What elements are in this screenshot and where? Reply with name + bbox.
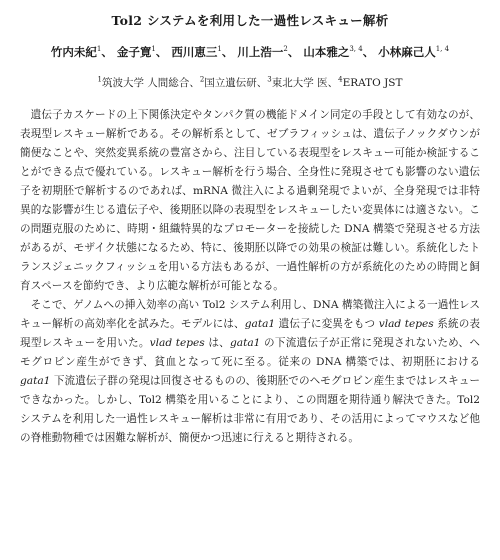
text-run: の下流遺伝子が正常に発現されないため、ヘモグロビン産生ができず、貧血となって死に至る。従来の DNA 構築では、初期胚における	[20, 337, 480, 368]
author-name: 小林麻己人	[378, 45, 436, 59]
gene-name: gata1	[20, 375, 51, 387]
author-name: 竹内未紀	[50, 45, 97, 59]
text-run: は、	[204, 337, 231, 349]
author-name: 川上浩一	[237, 45, 284, 59]
mutant-name: vlad tepes	[149, 337, 205, 349]
text-run: そこで、ゲノムへの挿入効率の高い Tol2 システム利用し、DNA 構築微注入による一過性レスキュー解析の高効率化を試みた。モデルには、	[20, 299, 480, 330]
author-name: 西川恵三	[171, 45, 218, 59]
author-affiliation-mark: 1	[96, 45, 102, 54]
author-affiliation-mark: 2	[283, 45, 288, 54]
abstract-paragraph-2	[20, 296, 480, 448]
author-list: 竹内未紀$^1$、 金子寛$^1$、 西川恵三$^1$、 川上浩一$^2$、 山本雅之$^{3, 4}$、 小林麻己人$^{1, 4}$	[50, 45, 450, 59]
author-affiliation-mark: 3, 4	[349, 45, 363, 54]
author-name: 金子寛	[116, 45, 152, 59]
affiliation-name: ERATO JST	[342, 77, 403, 89]
text-run: 下流遺伝子群の発現は回復させるものの、後期胚でのヘモグロビン産生まではレスキューできなかった。しかし、Tol2 構築を用いることにより、この問題を期待通り解決できた。Tol2 システムを利用した一過性レスキュー解析は非常に有用であり、その活用によってマウスなど他の脊椎動物種では困難な解析が、簡便かつ迅速に行えると期待される。	[20, 375, 480, 444]
abstract-body	[20, 106, 480, 448]
affiliation-number: 1	[97, 75, 102, 84]
gene-name: gata1	[244, 318, 276, 330]
affiliation-number: 3	[267, 75, 272, 84]
affiliation-name: 東北大学 医	[271, 77, 328, 89]
text-run: 遺伝子に変異をもつ	[275, 318, 379, 330]
affiliation-number: 4	[338, 75, 343, 84]
mutant-name: vlad tepes	[378, 318, 434, 330]
affiliation-list: $^1$筑波大学 人間総合、$^2$国立遺伝研、$^3$東北大学 医、$^4$ERATO JST	[97, 75, 403, 89]
affiliation-number: 2	[199, 75, 205, 84]
affiliation-name: 国立遺伝研	[204, 77, 257, 89]
paper-title: Tol2 システムを利用した一過性レスキュー解析	[111, 13, 389, 28]
text-run: 系統の表現型レスキューを用いた。	[20, 318, 481, 349]
author-affiliation-mark: 1	[217, 45, 222, 54]
abstract-paragraph-1: 遺伝子カスケードの上下関係決定やタンパク質の機能ドメイン同定の手段として有効なのが、表現型レスキュー解析である。その解析系として、ゼブラフィッシュは、遺伝子ノックダウンが簡便なことや、突然変異系統の豊富さから、注目している表現型をレスキュー可能か検証することができる点で優れている。レスキュー解析を行う場合、全身性に発現させても影響のない遺伝子を初期胚で解析するのであれば、mRNA 微注入による過剰発現でよいが、全身発現では非特異的な影響が生じる遺伝子や、後期胚以降の表現型をレスキューしたい変異体には適さない。この問題克服のために、時期・組織特異的なプロモーターを接続した DNA 構築で発現させる方法があるが、モザイク状態になるため、特に、後期胚以降での効果の検証は難しい。系統化したトランスジェニックフィッシュを用いる方法もあるが、一過性解析の方が系統化のための時間と飼育スペースを節約でき、より広範な解析が可能となる。	[20, 109, 480, 292]
author-affiliation-mark: 1	[151, 45, 156, 54]
author-name: 山本雅之	[303, 45, 350, 59]
author-affiliation-mark: 1, 4	[435, 45, 450, 54]
affiliation-name: 筑波大学 人間総合	[101, 77, 190, 89]
gene-name: gata1	[230, 337, 261, 349]
